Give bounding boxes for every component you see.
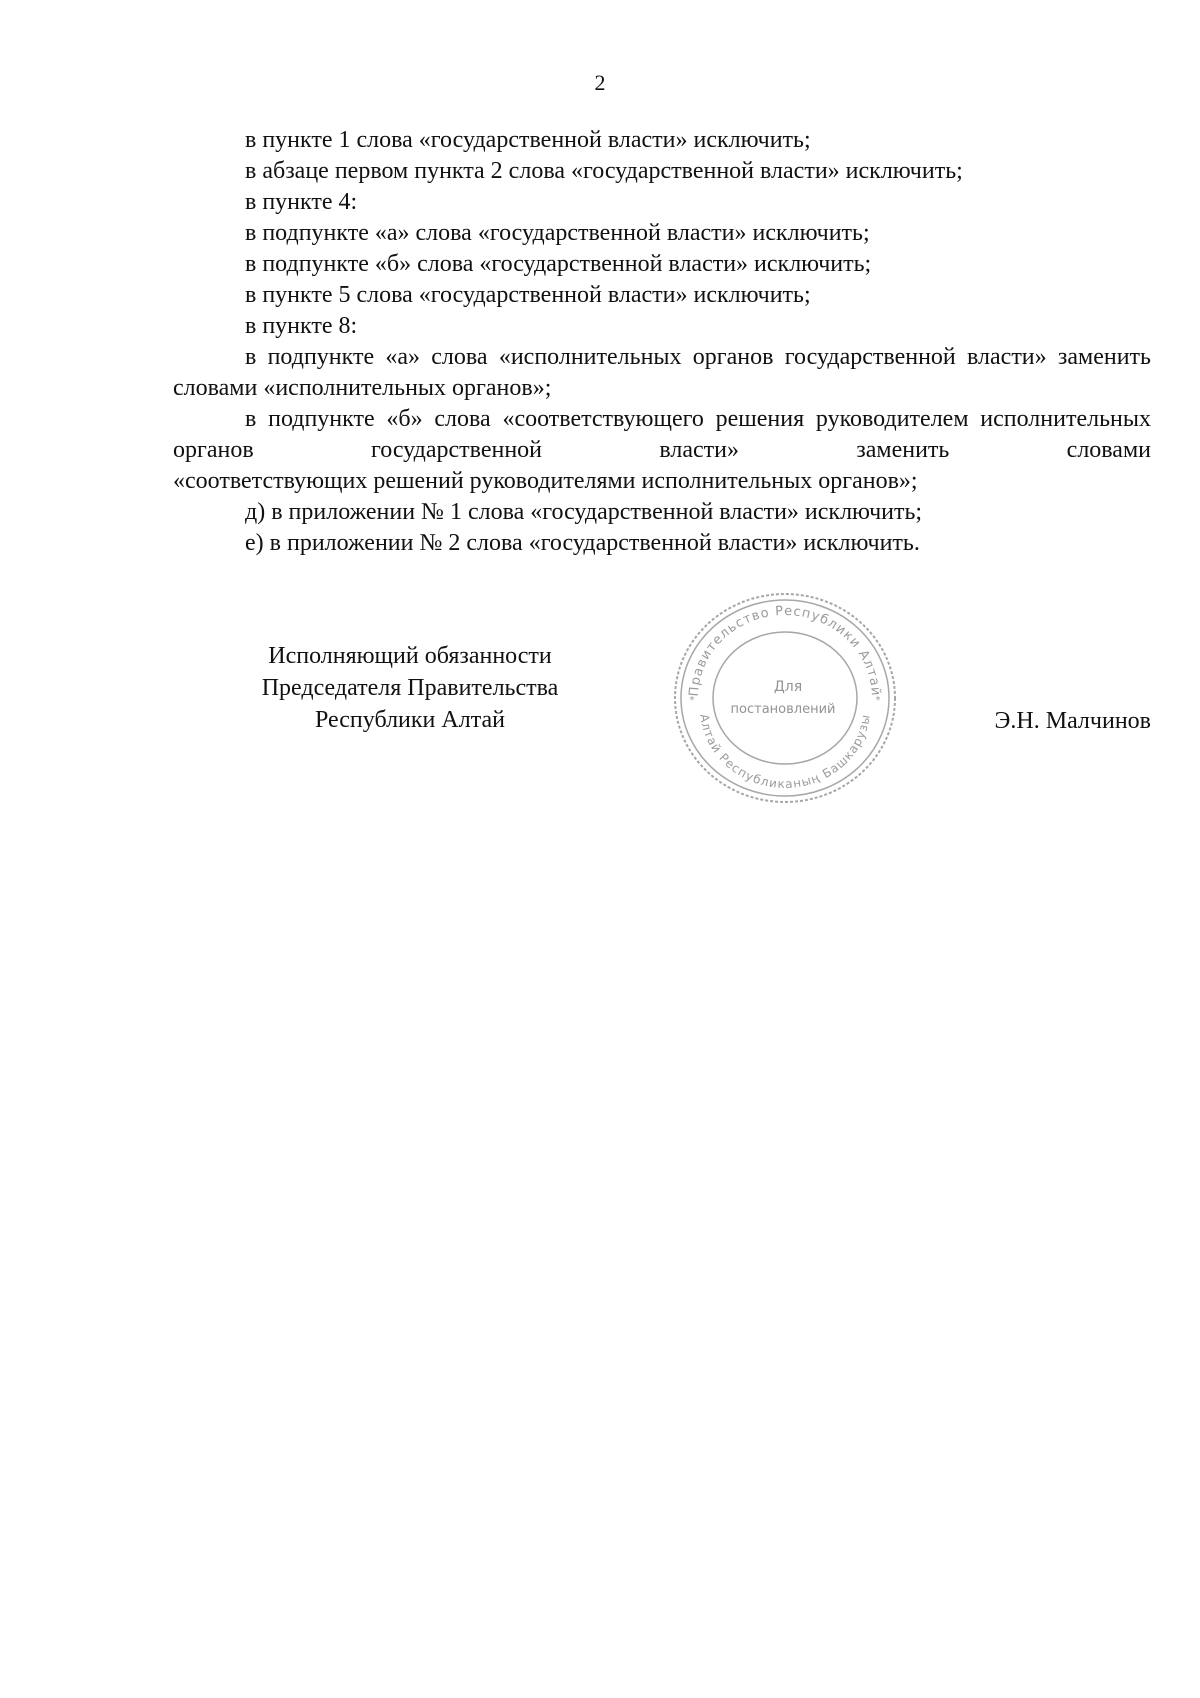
paragraph: в подпункте «б» слова «государственной власти» исключить; <box>245 251 872 277</box>
paragraph: в пункте 5 слова «государственной власти» исключить; <box>245 282 811 308</box>
paragraph: е) в приложении № 2 слова «государственной власти» исключить. <box>245 530 920 556</box>
paragraph: в подпункте «б» слова «соответствующего решения руководителем исполнительных органов государственной власти» заменить словами <box>173 406 1151 463</box>
seal-center-line2: постановлений <box>730 702 836 717</box>
seal-outer-text: Правительство Республики Алтай <box>686 603 884 698</box>
signatory-title-line: Исполняющий обязанности <box>268 643 552 669</box>
paragraph: в пункте 1 слова «государственной власти» исключить; <box>245 127 811 153</box>
official-seal <box>670 588 900 808</box>
paragraph: д) в приложении № 1 слова «государственной власти» исключить; <box>245 499 923 525</box>
paragraph: в пункте 8: <box>245 313 358 339</box>
page-number: 2 <box>594 70 606 95</box>
seal-lower-text: Алтай Республиканың Башкарузы <box>697 712 873 792</box>
paragraph: в пункте 4: <box>245 189 358 215</box>
signatory-title-line: Председателя Правительства <box>261 675 559 701</box>
paragraph: в подпункте «а» слова «исполнительных органов государственной власти» заменить словами «исполнительных органов»; <box>173 344 1151 401</box>
seal-rings <box>675 594 895 802</box>
signatory-name: Э.Н. Малчинов <box>994 708 1151 734</box>
seal-center-line1: Для <box>773 679 803 695</box>
document-body <box>173 125 1151 559</box>
paragraph-continuation: «соответствующих решений руководителями исполнительных органов»; <box>173 468 918 494</box>
seal-star-left: * <box>689 695 695 706</box>
signatory-title <box>240 640 580 736</box>
paragraph: в абзаце первом пункта 2 слова «государственной власти» исключить; <box>245 158 963 184</box>
signatory-title-line: Республики Алтай <box>315 707 505 733</box>
seal-star-right: * <box>875 695 881 706</box>
paragraph: в подпункте «а» слова «государственной власти» исключить; <box>245 220 870 246</box>
